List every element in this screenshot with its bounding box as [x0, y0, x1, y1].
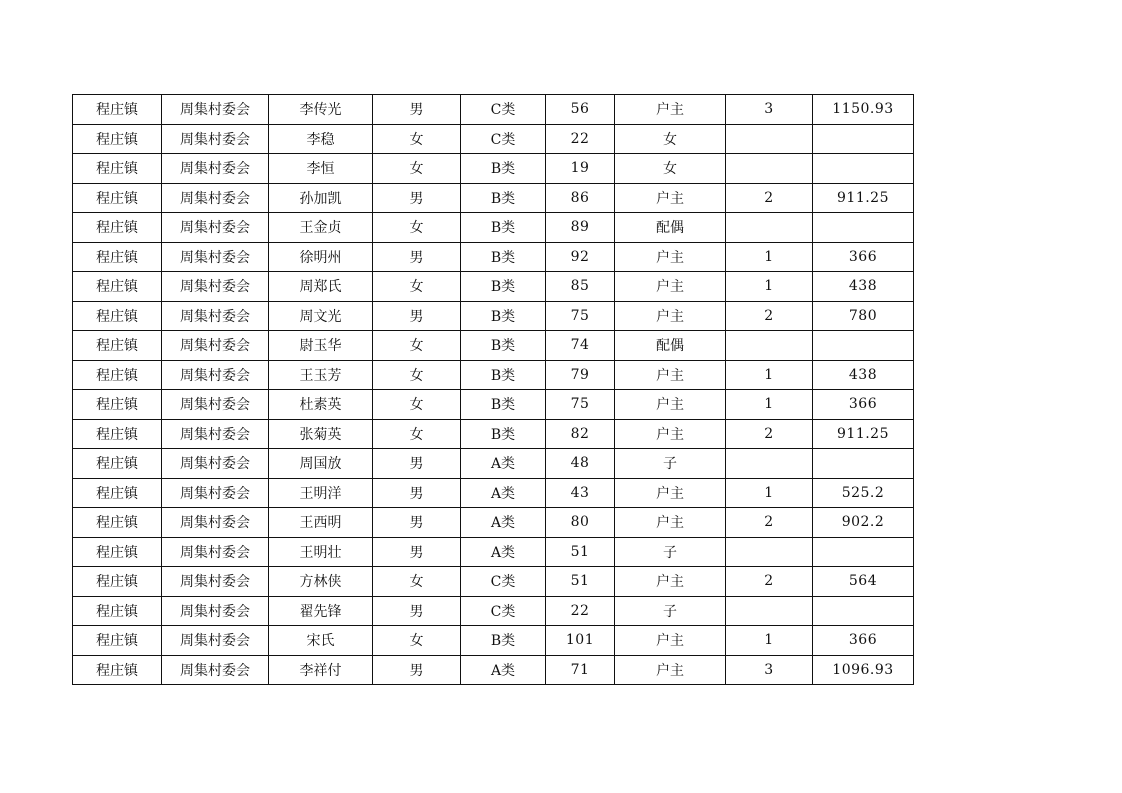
- household-size-cell: [726, 213, 813, 243]
- town-cell: 程庄镇: [73, 626, 162, 656]
- table-row: [73, 449, 914, 479]
- village-cell: 周集村委会: [162, 567, 269, 597]
- household-size-cell: [726, 537, 813, 567]
- category-cell: B类: [461, 360, 546, 390]
- amount-cell: [813, 449, 914, 479]
- relation-cell: 户主: [615, 419, 726, 449]
- gender-cell: 女: [373, 331, 461, 361]
- table-row: [73, 567, 914, 597]
- household-size-cell: 2: [726, 567, 813, 597]
- name-cell: 李祥付: [269, 655, 373, 685]
- age-cell: 19: [546, 154, 615, 184]
- name-cell: 翟先锋: [269, 596, 373, 626]
- name-cell: 李稳: [269, 124, 373, 154]
- village-cell: 周集村委会: [162, 154, 269, 184]
- table-row: [73, 331, 914, 361]
- relation-cell: 子: [615, 449, 726, 479]
- town-cell: 程庄镇: [73, 419, 162, 449]
- name-cell: 方林侠: [269, 567, 373, 597]
- household-size-cell: 1: [726, 626, 813, 656]
- table-row: [73, 213, 914, 243]
- age-cell: 75: [546, 390, 615, 420]
- amount-cell: [813, 154, 914, 184]
- category-cell: C类: [461, 124, 546, 154]
- amount-cell: 366: [813, 390, 914, 420]
- amount-cell: 1150.93: [813, 95, 914, 125]
- household-size-cell: 2: [726, 183, 813, 213]
- name-cell: 徐明州: [269, 242, 373, 272]
- name-cell: 王金贞: [269, 213, 373, 243]
- village-cell: 周集村委会: [162, 301, 269, 331]
- village-cell: 周集村委会: [162, 508, 269, 538]
- relation-cell: 子: [615, 596, 726, 626]
- relation-cell: 户主: [615, 508, 726, 538]
- category-cell: A类: [461, 449, 546, 479]
- gender-cell: 男: [373, 95, 461, 125]
- age-cell: 48: [546, 449, 615, 479]
- table-body: [73, 95, 914, 685]
- household-size-cell: 3: [726, 95, 813, 125]
- category-cell: B类: [461, 183, 546, 213]
- age-cell: 43: [546, 478, 615, 508]
- gender-cell: 女: [373, 272, 461, 302]
- household-size-cell: [726, 124, 813, 154]
- name-cell: 尉玉华: [269, 331, 373, 361]
- village-cell: 周集村委会: [162, 626, 269, 656]
- amount-cell: [813, 537, 914, 567]
- name-cell: 王明壮: [269, 537, 373, 567]
- table-row: [73, 419, 914, 449]
- amount-cell: 780: [813, 301, 914, 331]
- town-cell: 程庄镇: [73, 301, 162, 331]
- amount-cell: 366: [813, 242, 914, 272]
- town-cell: 程庄镇: [73, 390, 162, 420]
- town-cell: 程庄镇: [73, 95, 162, 125]
- relation-cell: 户主: [615, 655, 726, 685]
- village-cell: 周集村委会: [162, 390, 269, 420]
- village-cell: 周集村委会: [162, 124, 269, 154]
- village-cell: 周集村委会: [162, 537, 269, 567]
- amount-cell: 438: [813, 272, 914, 302]
- gender-cell: 男: [373, 478, 461, 508]
- category-cell: B类: [461, 301, 546, 331]
- relation-cell: 女: [615, 124, 726, 154]
- table-row: [73, 301, 914, 331]
- town-cell: 程庄镇: [73, 213, 162, 243]
- village-cell: 周集村委会: [162, 242, 269, 272]
- household-size-cell: [726, 596, 813, 626]
- name-cell: 张菊英: [269, 419, 373, 449]
- village-cell: 周集村委会: [162, 213, 269, 243]
- village-cell: 周集村委会: [162, 272, 269, 302]
- gender-cell: 女: [373, 154, 461, 184]
- household-size-cell: [726, 449, 813, 479]
- village-cell: 周集村委会: [162, 95, 269, 125]
- gender-cell: 女: [373, 213, 461, 243]
- amount-cell: 366: [813, 626, 914, 656]
- gender-cell: 女: [373, 419, 461, 449]
- gender-cell: 男: [373, 183, 461, 213]
- gender-cell: 女: [373, 626, 461, 656]
- town-cell: 程庄镇: [73, 449, 162, 479]
- name-cell: 王西明: [269, 508, 373, 538]
- age-cell: 80: [546, 508, 615, 538]
- household-size-cell: [726, 331, 813, 361]
- age-cell: 82: [546, 419, 615, 449]
- name-cell: 周郑氏: [269, 272, 373, 302]
- table-row: [73, 272, 914, 302]
- name-cell: 孙加凯: [269, 183, 373, 213]
- household-size-cell: 1: [726, 478, 813, 508]
- category-cell: B类: [461, 390, 546, 420]
- town-cell: 程庄镇: [73, 183, 162, 213]
- age-cell: 22: [546, 124, 615, 154]
- gender-cell: 男: [373, 537, 461, 567]
- category-cell: A类: [461, 655, 546, 685]
- age-cell: 74: [546, 331, 615, 361]
- age-cell: 89: [546, 213, 615, 243]
- town-cell: 程庄镇: [73, 360, 162, 390]
- relation-cell: 户主: [615, 626, 726, 656]
- name-cell: 王明洋: [269, 478, 373, 508]
- household-size-cell: 2: [726, 508, 813, 538]
- village-cell: 周集村委会: [162, 655, 269, 685]
- relation-cell: 配偶: [615, 213, 726, 243]
- age-cell: 92: [546, 242, 615, 272]
- table-row: [73, 655, 914, 685]
- household-size-cell: 2: [726, 419, 813, 449]
- household-size-cell: 3: [726, 655, 813, 685]
- table-row: [73, 124, 914, 154]
- table-row: [73, 537, 914, 567]
- age-cell: 51: [546, 567, 615, 597]
- table-row: [73, 154, 914, 184]
- town-cell: 程庄镇: [73, 272, 162, 302]
- village-cell: 周集村委会: [162, 596, 269, 626]
- table-row: [73, 508, 914, 538]
- town-cell: 程庄镇: [73, 331, 162, 361]
- amount-cell: 438: [813, 360, 914, 390]
- household-size-cell: 2: [726, 301, 813, 331]
- town-cell: 程庄镇: [73, 596, 162, 626]
- table-row: [73, 626, 914, 656]
- town-cell: 程庄镇: [73, 655, 162, 685]
- gender-cell: 男: [373, 242, 461, 272]
- household-size-cell: 1: [726, 242, 813, 272]
- town-cell: 程庄镇: [73, 537, 162, 567]
- relation-cell: 户主: [615, 183, 726, 213]
- gender-cell: 男: [373, 301, 461, 331]
- category-cell: C类: [461, 95, 546, 125]
- amount-cell: [813, 124, 914, 154]
- town-cell: 程庄镇: [73, 124, 162, 154]
- relation-cell: 户主: [615, 95, 726, 125]
- amount-cell: 902.2: [813, 508, 914, 538]
- town-cell: 程庄镇: [73, 567, 162, 597]
- gender-cell: 男: [373, 655, 461, 685]
- amount-cell: [813, 596, 914, 626]
- amount-cell: 525.2: [813, 478, 914, 508]
- relation-cell: 户主: [615, 390, 726, 420]
- amount-cell: 911.25: [813, 183, 914, 213]
- name-cell: 李传光: [269, 95, 373, 125]
- amount-cell: 911.25: [813, 419, 914, 449]
- town-cell: 程庄镇: [73, 242, 162, 272]
- gender-cell: 女: [373, 360, 461, 390]
- age-cell: 79: [546, 360, 615, 390]
- relation-cell: 配偶: [615, 331, 726, 361]
- name-cell: 宋氏: [269, 626, 373, 656]
- age-cell: 22: [546, 596, 615, 626]
- village-cell: 周集村委会: [162, 478, 269, 508]
- category-cell: C类: [461, 567, 546, 597]
- age-cell: 101: [546, 626, 615, 656]
- name-cell: 杜素英: [269, 390, 373, 420]
- gender-cell: 男: [373, 508, 461, 538]
- age-cell: 56: [546, 95, 615, 125]
- town-cell: 程庄镇: [73, 478, 162, 508]
- gender-cell: 女: [373, 390, 461, 420]
- category-cell: B类: [461, 272, 546, 302]
- gender-cell: 女: [373, 124, 461, 154]
- village-cell: 周集村委会: [162, 449, 269, 479]
- name-cell: 周国放: [269, 449, 373, 479]
- relation-cell: 户主: [615, 242, 726, 272]
- gender-cell: 男: [373, 449, 461, 479]
- age-cell: 51: [546, 537, 615, 567]
- category-cell: B类: [461, 331, 546, 361]
- table-row: [73, 242, 914, 272]
- category-cell: C类: [461, 596, 546, 626]
- household-size-cell: [726, 154, 813, 184]
- category-cell: A类: [461, 508, 546, 538]
- table-row: [73, 360, 914, 390]
- relation-cell: 户主: [615, 478, 726, 508]
- amount-cell: 564: [813, 567, 914, 597]
- table-row: [73, 183, 914, 213]
- data-table: [72, 94, 914, 685]
- category-cell: B类: [461, 626, 546, 656]
- relation-cell: 户主: [615, 360, 726, 390]
- age-cell: 71: [546, 655, 615, 685]
- age-cell: 75: [546, 301, 615, 331]
- village-cell: 周集村委会: [162, 331, 269, 361]
- relation-cell: 女: [615, 154, 726, 184]
- table-row: [73, 478, 914, 508]
- category-cell: B类: [461, 242, 546, 272]
- relation-cell: 户主: [615, 567, 726, 597]
- amount-cell: [813, 331, 914, 361]
- age-cell: 85: [546, 272, 615, 302]
- relation-cell: 户主: [615, 301, 726, 331]
- category-cell: A类: [461, 478, 546, 508]
- town-cell: 程庄镇: [73, 154, 162, 184]
- category-cell: B类: [461, 154, 546, 184]
- household-size-cell: 1: [726, 272, 813, 302]
- category-cell: B类: [461, 419, 546, 449]
- category-cell: A类: [461, 537, 546, 567]
- village-cell: 周集村委会: [162, 183, 269, 213]
- gender-cell: 女: [373, 567, 461, 597]
- name-cell: 王玉芳: [269, 360, 373, 390]
- household-size-cell: 1: [726, 360, 813, 390]
- town-cell: 程庄镇: [73, 508, 162, 538]
- category-cell: B类: [461, 213, 546, 243]
- relation-cell: 户主: [615, 272, 726, 302]
- village-cell: 周集村委会: [162, 360, 269, 390]
- gender-cell: 男: [373, 596, 461, 626]
- relation-cell: 子: [615, 537, 726, 567]
- household-size-cell: 1: [726, 390, 813, 420]
- name-cell: 周文光: [269, 301, 373, 331]
- table-row: [73, 95, 914, 125]
- amount-cell: 1096.93: [813, 655, 914, 685]
- village-cell: 周集村委会: [162, 419, 269, 449]
- table-row: [73, 390, 914, 420]
- name-cell: 李恒: [269, 154, 373, 184]
- age-cell: 86: [546, 183, 615, 213]
- amount-cell: [813, 213, 914, 243]
- table-row: [73, 596, 914, 626]
